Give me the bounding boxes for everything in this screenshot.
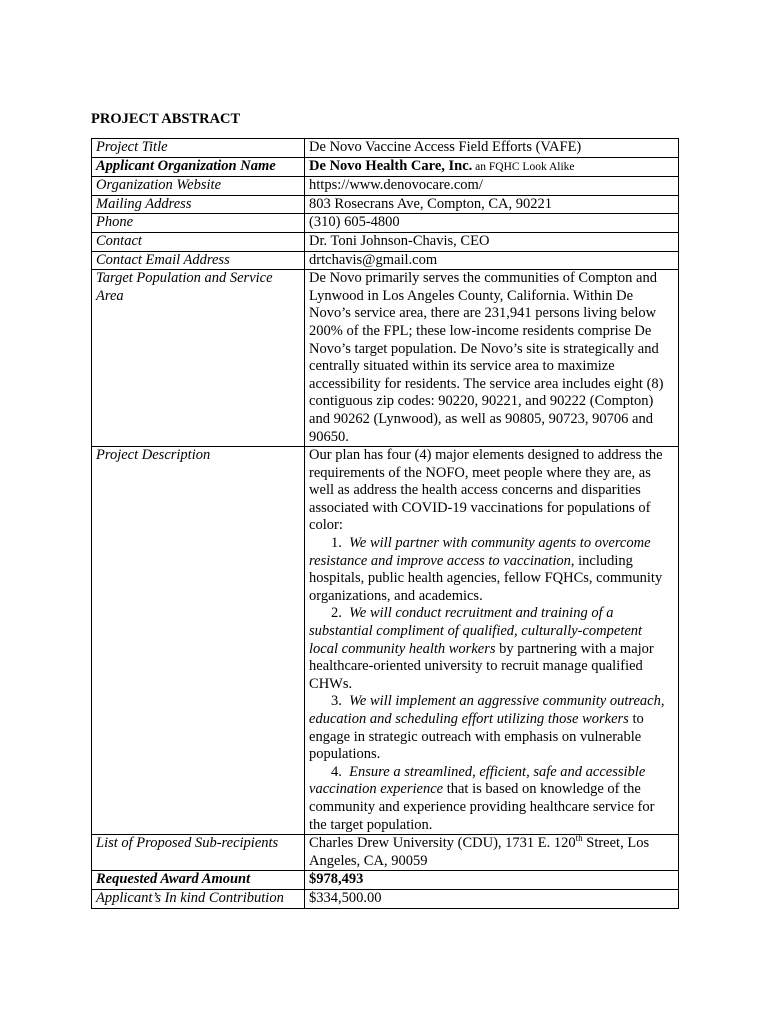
contact-email-label: Contact Email Address	[92, 251, 305, 270]
subrecipient-address-part-2: Street, Los Angeles, CA, 90059	[309, 835, 650, 869]
item-text: , including hospitals, public health agencies, fellow FQHCs, community organizations, and academics.	[309, 552, 663, 604]
table-row	[92, 270, 679, 447]
item-text: to engage in strategic outreach with emphasis on vulnerable populations.	[309, 711, 644, 763]
table-row	[92, 157, 679, 177]
item-emphasis: Ensure a streamlined, efficient, safe and accessible vaccination experience	[309, 763, 646, 798]
project-description-value	[305, 447, 679, 835]
item-emphasis: We will implement an aggressive community outreach, education and scheduling effort utilizing those workers	[309, 693, 665, 727]
table-row	[92, 889, 679, 908]
item-number: 3.	[331, 693, 342, 710]
item-text: by partnering with a major healthcare-oriented university to recruit manage qualified CHWs.	[309, 640, 654, 692]
award-amount-label: Requested Award Amount	[92, 871, 305, 890]
phone-label: Phone	[92, 214, 305, 233]
table-row	[92, 195, 679, 214]
mailing-address-value: 803 Rosecrans Ave, Compton, CA, 90221	[305, 195, 679, 214]
ordinal-suffix: th	[575, 833, 583, 844]
description-item-3	[309, 693, 674, 763]
page-title: PROJECT ABSTRACT	[91, 111, 241, 127]
contact-email-value: drtchavis@gmail.com	[305, 251, 679, 270]
project-title-label: Project Title	[92, 139, 305, 158]
description-item-1	[309, 535, 674, 605]
description-item-2	[309, 605, 674, 693]
contact-value: Dr. Toni Johnson-Chavis, CEO	[305, 232, 679, 251]
table-row	[92, 177, 679, 196]
item-number: 1.	[331, 535, 342, 552]
table-row	[92, 232, 679, 251]
project-title-value: De Novo Vaccine Access Field Efforts (VAFE)	[305, 139, 679, 158]
description-intro: Our plan has four (4) major elements designed to address the requirements of the NOFO, meet people where they are, as well as address the health access concerns and disparities associated with COVID-19 vaccinations for populations of color:	[309, 447, 663, 534]
phone-value: (310) 605-4800	[305, 214, 679, 233]
table-row	[92, 139, 679, 158]
award-amount-value: $978,493	[305, 871, 679, 890]
item-emphasis: We will conduct recruitment and training of a substantial compliment of qualified, culturally-competent local community health workers	[309, 605, 643, 657]
table-row	[92, 214, 679, 233]
table-row	[92, 835, 679, 871]
target-population-label: Target Population and Service Area	[92, 270, 305, 447]
website-value: https://www.denovocare.com/	[305, 177, 679, 196]
applicant-org-value: De Novo Health Care, Inc.	[309, 157, 473, 174]
subrecipients-value	[305, 835, 679, 871]
item-emphasis: We will partner with community agents to overcome resistance and improve access to vaccination	[309, 535, 651, 569]
table-row	[92, 871, 679, 890]
mailing-address-label: Mailing Address	[92, 195, 305, 214]
applicant-org-note: an FQHC Look Alike	[472, 160, 575, 173]
inkind-contribution-label: Applicant’s In kind Contribution	[92, 889, 305, 908]
target-population-value: De Novo primarily serves the communities of Compton and Lynwood in Los Angeles County, California. Within De Novo’s service area, there are 231,941 persons living below 200% of the FPL; these low-income residents comprise De Novo’s target population. De Novo’s site is strategically and centrally situated within its service area to maximize accessibility for residents. The service area includes eight (8) contiguous zip codes: 90220, 90221, and 90222 (Compton) and 90262 (Lynwood), as well as 90805, 90723, 90706 and 90650.	[305, 270, 679, 447]
website-label: Organization Website	[92, 177, 305, 196]
applicant-org-label: Applicant Organization Name	[92, 157, 305, 177]
project-abstract-table	[91, 138, 679, 909]
project-description-label: Project Description	[92, 447, 305, 835]
subrecipient-address-part-1: Charles Drew University (CDU), 1731 E. 120	[309, 835, 576, 852]
inkind-contribution-value: $334,500.00	[305, 889, 679, 908]
subrecipients-label: List of Proposed Sub-recipients	[92, 835, 305, 871]
table-row	[92, 251, 679, 270]
item-text: that is based on knowledge of the community and experience providing healthcare service for the target population.	[309, 781, 655, 833]
table-row	[92, 447, 679, 835]
contact-label: Contact	[92, 232, 305, 251]
applicant-org-cell	[305, 157, 679, 177]
item-number: 2.	[331, 605, 342, 622]
item-number: 4.	[331, 763, 342, 780]
description-item-4	[309, 764, 674, 834]
